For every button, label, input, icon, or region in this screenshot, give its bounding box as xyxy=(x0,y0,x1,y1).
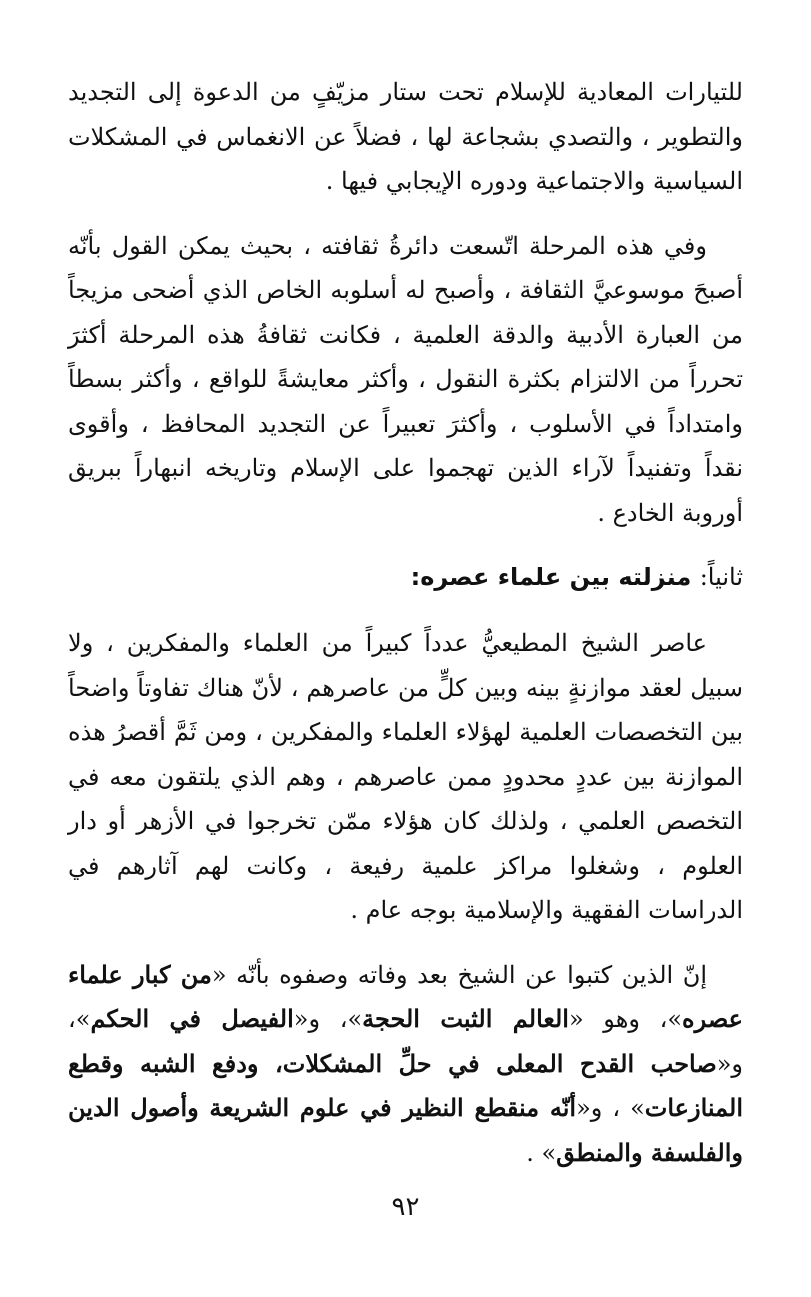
section-heading-number: ثانياً: xyxy=(699,563,743,591)
paragraph-3: عاصر الشيخ المطيعيُّ عدداً كبيراً من العلماء والمفكرين ، ولا سبيل لعقد موازنةٍ بينه وبين كلٍّ من عاصرهم ، لأنّ هناك تفاوتاً واضحاً بين التخصصات العلمية لهؤلاء العلماء والمفكرين ، ومن ثَمَّ أقصرُ هذه الموازنة بين عددٍ محدودٍ ممن عاصرهم ، وهم الذي يلتقون معه في التخصص العلمي ، ولذلك كان هؤلاء ممّن تخرجوا في الأزهر أو دار العلوم ، وشغلوا مراكز علمية رفيعة ، وكانت لهم آثارهم في الدراسات الفقهية والإسلامية بوجه عام . xyxy=(68,629,743,924)
paragraph-4-intro: إنّ الذين كتبوا عن الشيخ بعد وفاته وصفوه بأنّه « xyxy=(211,960,707,989)
quote-5: أنّه منقطع النظير في علوم الشريعة وأصول الدين والفلسفة والمنطق xyxy=(68,1093,743,1167)
paragraph-4 xyxy=(68,953,743,1176)
quote-3: الفيصل في الحكم xyxy=(90,1004,294,1033)
quote-4: صاحب القدح المعلى في حلِّ المشكلات، ودفع الشبه وقطع المنازعات xyxy=(68,1048,743,1122)
paragraph-1: للتيارات المعادية للإسلام تحت ستار مزيّفٍ من الدعوة إلى التجديد والتطوير ، والتصدي بشجاعة لها ، فضلاً عن الانغماس في المشكلات السياسية والاجتماعية ودوره الإيجابي فيها . xyxy=(68,78,743,195)
paragraph-4-end: » . xyxy=(526,1138,557,1167)
paragraph-4-sep-1: »، وهو « xyxy=(568,1005,683,1033)
page-body xyxy=(68,70,743,1195)
quote-1: من كبار علماء عصره xyxy=(68,959,743,1033)
paragraph-4-sep-4: » ، و« xyxy=(576,1094,645,1122)
page-number: ٩٢ xyxy=(391,1192,420,1222)
section-heading xyxy=(68,555,743,599)
quote-2: العالم الثبت الحجة xyxy=(362,1004,569,1033)
paragraph-4-sep-2: »، و« xyxy=(293,1005,363,1033)
section-heading-title: منزلته بين علماء عصره: xyxy=(410,563,692,591)
paragraph-4-sep-3: »، و« xyxy=(68,1005,743,1078)
paragraph-2: وفي هذه المرحلة اتّسعت دائرةُ ثقافته ، بحيث يمكن القول بأنّه أصبحَ موسوعيَّ الثقافة ، وأصبح له أسلوبه الخاص الذي أضحى مزيجاً من العبارة الأدبية والدقة العلمية ، فكانت ثقافةُ هذه المرحلة أكثرَ تحرراً من الالتزام بكثرة النقول ، وأكثر معايشةً للواقع ، وأكثر بسطاً وامتداداً في الأسلوب ، وأكثرَ تعبيراً عن التجديد المحافظ ، وأقوى نقداً وتفنيداً لآراء الذين تهجموا على الإسلام وتاريخه انبهاراً ببريق أوروبة الخادع . xyxy=(68,231,743,527)
